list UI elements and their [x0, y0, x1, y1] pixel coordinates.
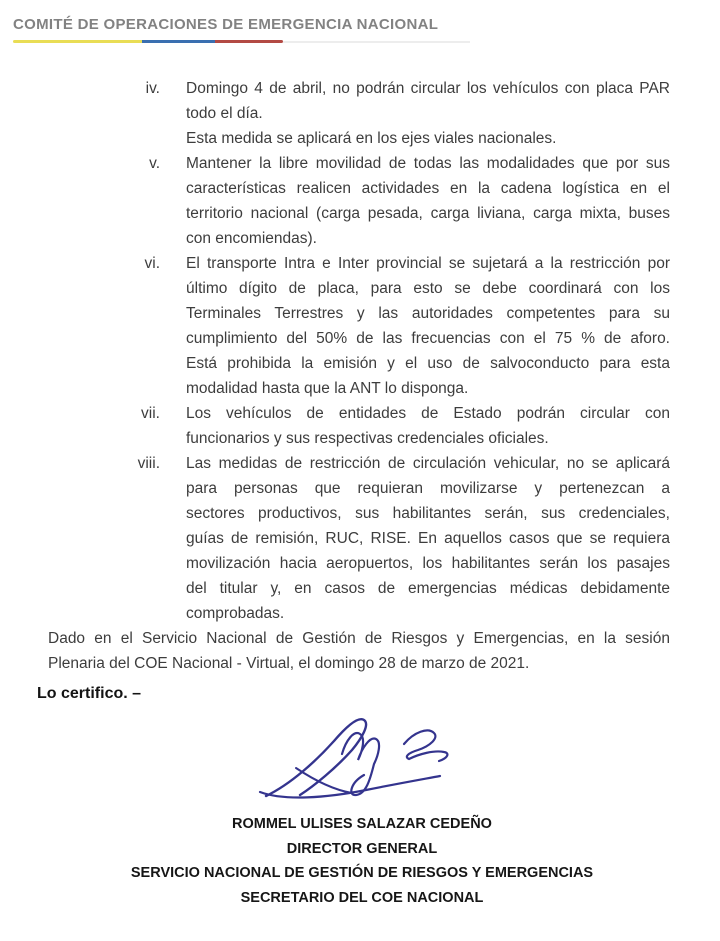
text-line: El transporte Intra e Inter provincial se sujetará a la restricción por [186, 255, 670, 272]
signatory-role: SECRETARIO DEL COE NACIONAL [240, 889, 484, 906]
text-line: todo el día. [186, 105, 263, 122]
signature-path [404, 730, 447, 761]
item-text [186, 76, 670, 151]
signature-image [256, 706, 460, 804]
list-marker: viii. [137, 455, 160, 472]
text-line: movilización hacia aeropuertos, los habilitantes serán los pasajes [186, 555, 670, 572]
signature-path [260, 776, 440, 798]
text-line: guías de remisión, RUC, RISE. En aquellos casos que se requiera [186, 530, 670, 547]
text-line: Plenaria del COE Nacional - Virtual, el domingo 28 de marzo de 2021. [48, 655, 530, 672]
divider-tail [283, 41, 470, 43]
text-line: funcionarios y sus respectivas credenciales oficiales. [186, 430, 549, 447]
page-title: COMITÉ DE OPERACIONES DE EMERGENCIA NACIONAL [13, 16, 439, 33]
text-line: modalidad hasta que la ANT lo disponga. [186, 380, 469, 397]
text-line: Mantener la libre movilidad de todas las modalidades que por sus [186, 155, 670, 172]
item-text [186, 451, 670, 626]
list-item-v [0, 151, 670, 251]
signature-path [342, 733, 379, 795]
flag-divider [13, 40, 470, 43]
item-text [186, 251, 670, 401]
text-line: Terminales Terrestres y las autoridades competentes para su [186, 305, 670, 322]
item-text [186, 401, 670, 451]
text-line: Las medidas de restricción de circulación vehicular, no se aplicará [186, 455, 670, 472]
signature-path [266, 719, 366, 796]
text-line: con encomiendas). [186, 230, 317, 247]
list-marker: v. [149, 155, 160, 172]
text-line: último dígito de placa, para esto se debe coordinará con los [186, 280, 670, 297]
text-line: territorio nacional (carga pesada, carga liviana, carga mixta, buses [186, 205, 670, 222]
text-line: Dado en el Servicio Nacional de Gestión de Riesgos y Emergencias, en la sesión [48, 630, 670, 647]
text-line: comprobadas. [186, 605, 285, 622]
list-marker: iv. [145, 80, 160, 97]
text-line: sectores productivos, sus habilitantes serán, sus credenciales, [186, 505, 670, 522]
list-marker: vi. [144, 255, 160, 272]
text-line: Está prohibida la emisión y el uso de salvoconducto para esta [186, 355, 670, 372]
flag-segment-red [215, 40, 283, 43]
list-item-vii [0, 401, 670, 451]
item-text [186, 151, 670, 251]
list-item-vi [0, 251, 670, 401]
flag-segment-blue [142, 40, 215, 43]
closing-paragraph [48, 626, 670, 676]
list-item-viii [0, 451, 670, 626]
text-line: Domingo 4 de abril, no podrán circular los vehículos con placa PAR [186, 80, 670, 97]
resolutions-list [0, 76, 670, 626]
text-line: Esta medida se aplicará en los ejes viales nacionales. [186, 130, 557, 147]
text-line: del titular y, en casos de emergencias médicas debidamente [186, 580, 670, 597]
text-line: cumplimiento del 50% de las frecuencias con el 75 % de aforo. [186, 330, 670, 347]
certification-label: Lo certifico. – [37, 685, 142, 702]
signatory-name: ROMMEL ULISES SALAZAR CEDEÑO [232, 816, 492, 832]
signature-svg [256, 706, 460, 804]
list-item-iv [0, 76, 670, 151]
text-line: para personas que requieran movilizarse y pertenezcan a [186, 480, 670, 497]
signatory-organization: SERVICIO NACIONAL DE GESTIÓN DE RIESGOS Y EMERGENCIAS [130, 865, 594, 881]
signatory-title: DIRECTOR GENERAL [286, 840, 438, 857]
signatory-block [0, 812, 720, 910]
flag-segment-yellow [13, 40, 142, 43]
list-marker: vii. [141, 405, 160, 422]
text-line: características realicen actividades en la cadena logística en el [186, 180, 670, 197]
text-line: Los vehículos de entidades de Estado podrán circular con [186, 405, 670, 422]
